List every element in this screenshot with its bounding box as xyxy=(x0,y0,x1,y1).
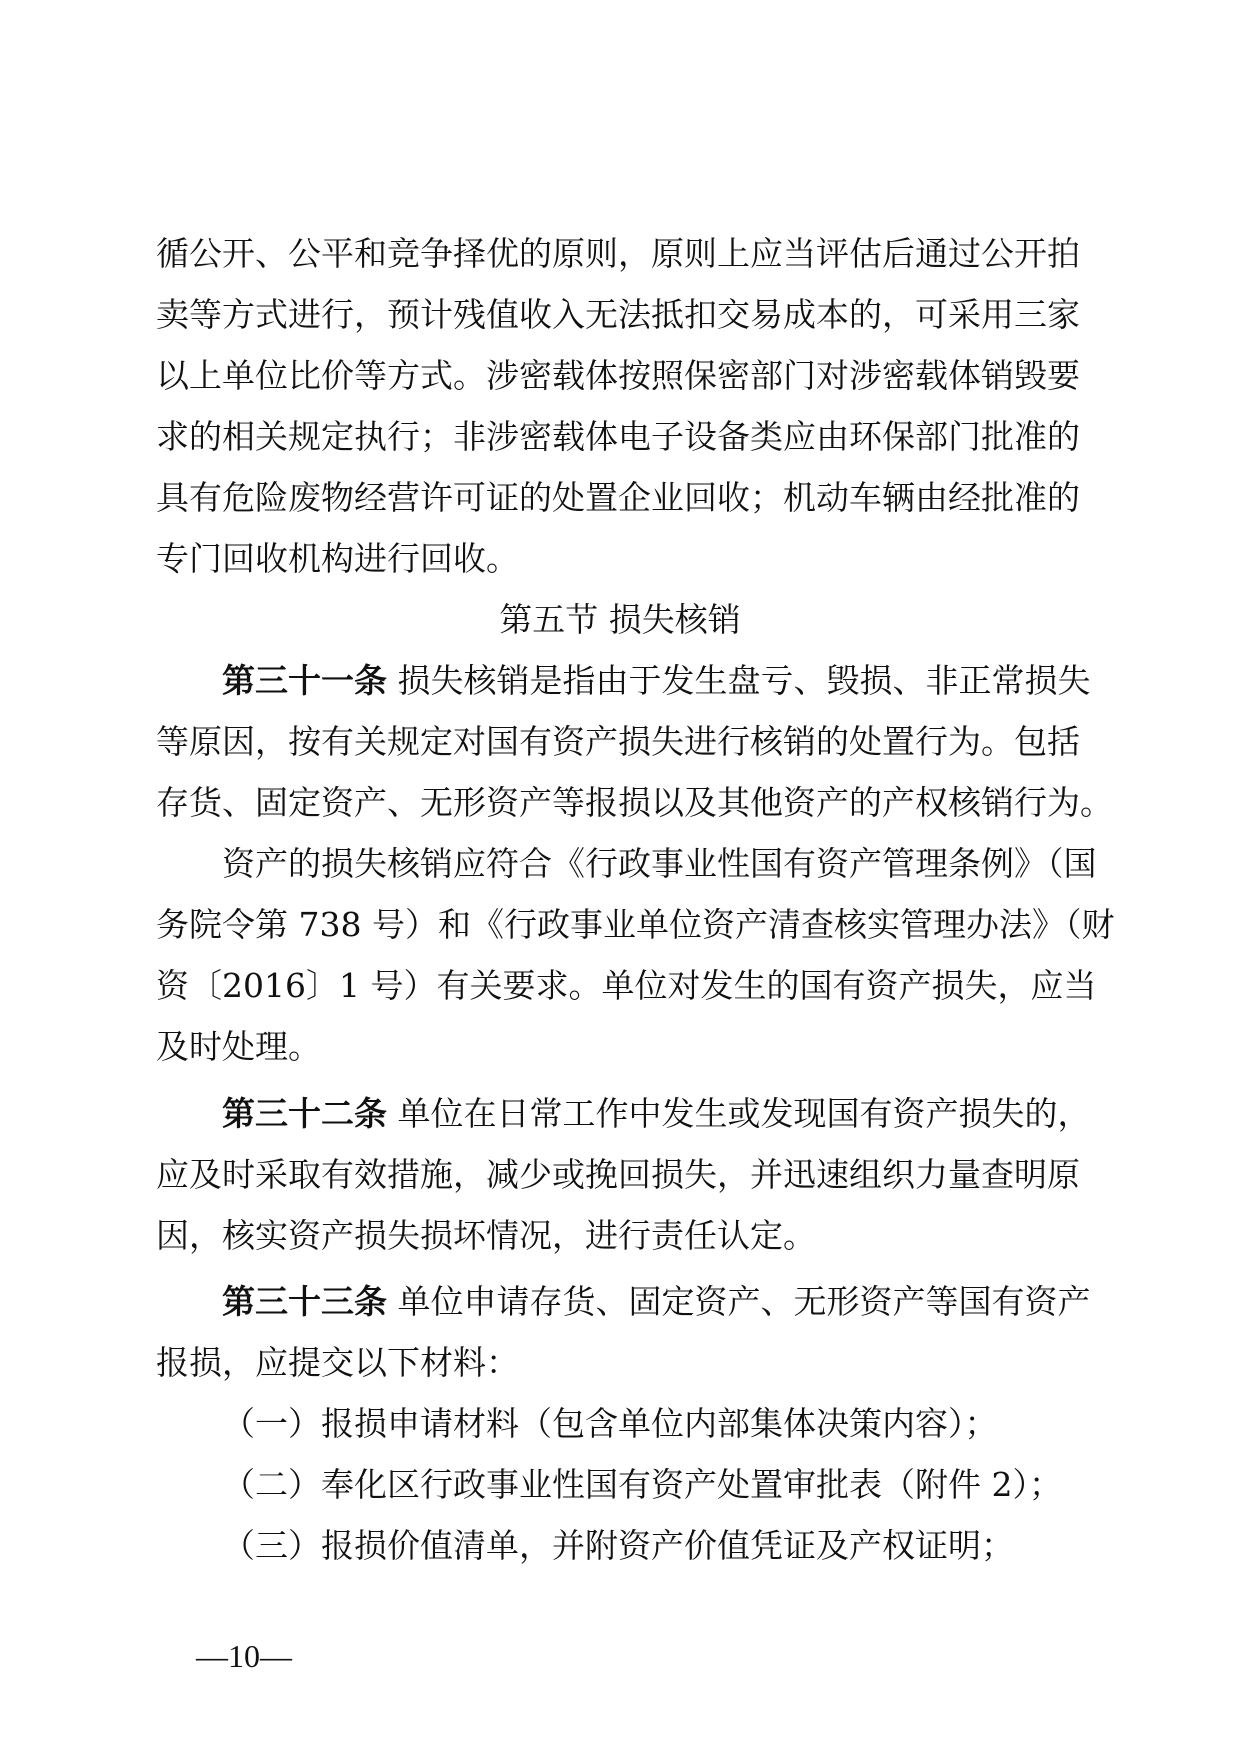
article-31-label: 第三十一条 xyxy=(222,661,387,700)
list-item: （二）奉化区行政事业性国有资产处置审批表（附件 2）； xyxy=(222,1465,1062,1504)
text-line: 单位申请存货、固定资产、无形资产等国有资产 xyxy=(387,1282,1091,1321)
text-line: 报损，应提交以下材料： xyxy=(156,1343,519,1382)
text-line: 专门回收机构进行回收。 xyxy=(156,539,519,578)
section-title: 第五节 损失核销 xyxy=(499,600,741,639)
text-line: 资〔2016〕1 号）有关要求。单位对发生的国有资产损失，应当 xyxy=(156,966,1097,1005)
text-line: 循公开、公平和竞争择优的原则，原则上应当评估后通过公开拍 xyxy=(156,234,1080,273)
list-item: （一）报损申请材料（包含单位内部集体决策内容）； xyxy=(222,1404,998,1443)
text-line: 及时处理。 xyxy=(156,1027,321,1066)
text-line: 卖等方式进行，预计残值收入无法抵扣交易成本的，可采用三家 xyxy=(156,295,1080,334)
text-line: 损失核销是指由于发生盘亏、毁损、非正常损失 xyxy=(387,661,1091,700)
text-line: 资产的损失核销应符合《行政事业性国有资产管理条例》（国 xyxy=(222,844,1097,883)
text-line: 具有危险废物经营许可证的处置企业回收；机动车辆由经批准的 xyxy=(156,478,1080,517)
text-line: 单位在日常工作中发生或发现国有资产损失的， xyxy=(387,1094,1091,1133)
text-line: 以上单位比价等方式。涉密载体按照保密部门对涉密载体销毁要 xyxy=(156,356,1080,395)
article-32-label: 第三十二条 xyxy=(222,1094,387,1133)
page-number: —10— xyxy=(196,1638,292,1674)
text-line: 求的相关规定执行；非涉密载体电子设备类应由环保部门批准的 xyxy=(156,417,1080,456)
text-line: 应及时采取有效措施，减少或挽回损失，并迅速组织力量查明原 xyxy=(156,1155,1080,1194)
text-line: 等原因，按有关规定对国有资产损失进行核销的处置行为。包括 xyxy=(156,722,1080,761)
article-31-first-line xyxy=(222,657,1091,705)
text-line: 务院令第 738 号）和《行政事业单位资产清查核实管理办法》（财 xyxy=(156,905,1115,944)
text-line: 因，核实资产损失损坏情况，进行责任认定。 xyxy=(156,1216,816,1255)
text-line: 存货、固定资产、无形资产等报损以及其他资产的产权核销行为。 xyxy=(156,783,1113,822)
article-33-first-line xyxy=(222,1278,1091,1326)
list-item: （三）报损价值清单，并附资产价值凭证及产权证明； xyxy=(222,1526,1014,1565)
article-33-label: 第三十三条 xyxy=(222,1282,387,1321)
article-32-first-line xyxy=(222,1090,1091,1138)
